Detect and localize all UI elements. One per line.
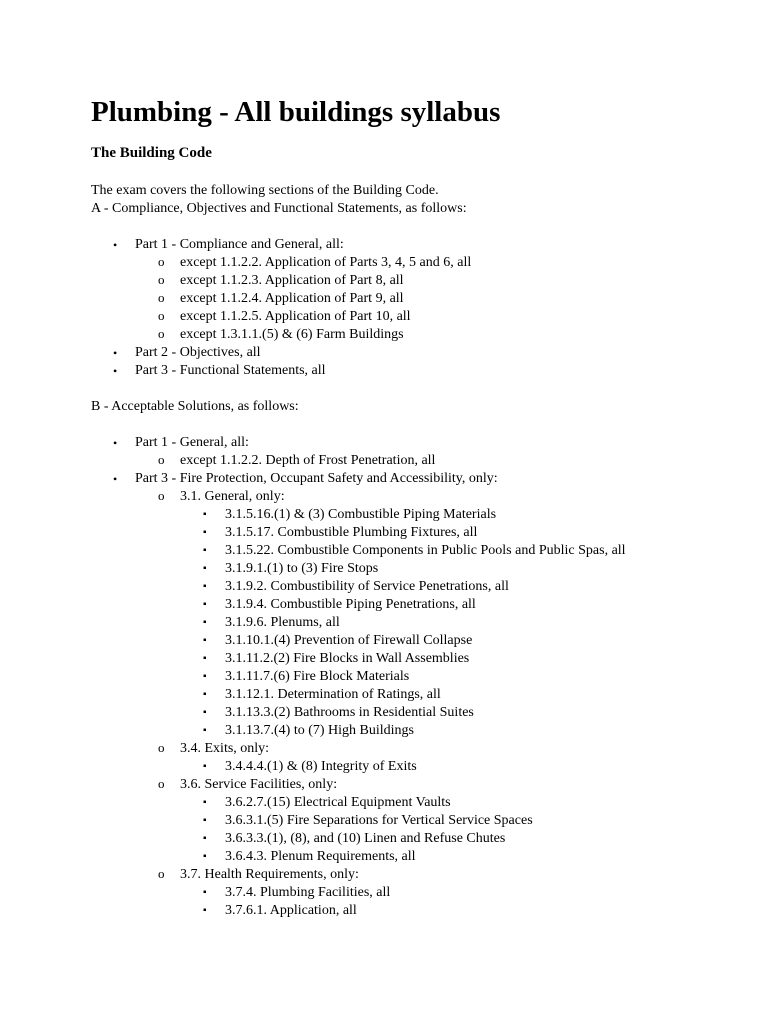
bullet-marker: ▪ [203,851,207,862]
list-item-label: Part 1 - Compliance and General, all: [135,237,344,252]
bullet-marker: o [158,866,165,881]
bullet-marker: • [113,238,118,252]
section-a-list [91,236,751,380]
bullet-marker: ▪ [203,689,207,700]
list-item-label: except 1.1.2.2. Application of Parts 3, 4, 5 and 6, all [180,255,472,270]
list-item-label: 3.6.3.3.(1), (8), and (10) Linen and Refuse Chutes [225,831,506,846]
bullet-marker: ▪ [203,545,207,556]
list-item-label: 3.1.11.2.(2) Fire Blocks in Wall Assemblies [225,651,470,666]
list-item [91,362,751,380]
bullet-marker: o [158,290,165,305]
bullet-marker: ▪ [203,707,207,718]
page-title: Plumbing - All buildings syllabus [91,96,501,128]
list-item [180,812,751,830]
list-item [135,776,751,866]
section-heading-building-code: The Building Code [91,145,212,161]
bullet-marker: ▪ [203,887,207,898]
list-item-label: 3.1.9.1.(1) to (3) Fire Stops [225,561,379,576]
bullet-marker: o [158,488,165,503]
nested-list [135,488,751,920]
bullet-marker: ▪ [203,797,207,808]
bullet-marker: ▪ [203,635,207,646]
nested-list [135,254,751,344]
list-item [180,884,751,902]
bullet-marker: • [113,346,118,360]
bullet-marker: ▪ [203,617,207,628]
list-item-label: 3.1.9.4. Combustible Piping Penetrations, all [225,597,476,612]
list-item-label: 3.1.12.1. Determination of Ratings, all [225,687,441,702]
bullet-marker: • [113,364,118,378]
list-item [180,560,751,578]
list-item-label: 3.6. Service Facilities, only: [180,777,338,792]
list-item-label: except 1.1.2.2. Depth of Frost Penetration, all [180,453,436,468]
list-item [180,524,751,542]
list-item-label: Part 2 - Objectives, all [135,345,261,360]
list-item [91,470,751,920]
bullet-marker: o [158,452,165,467]
bullet-marker: ▪ [203,653,207,664]
bullet-marker: ▪ [203,815,207,826]
list-item [180,578,751,596]
bullet-marker: ▪ [203,563,207,574]
list-item [180,704,751,722]
document-page [91,94,751,920]
list-item-label: 3.4. Exits, only: [180,741,270,756]
bullet-marker: ▪ [203,527,207,538]
section-a-heading: A - Compliance, Objectives and Functional Statements, as follows: [91,201,467,216]
list-item [180,902,751,920]
list-item-label: 3.4.4.4.(1) & (8) Integrity of Exits [225,759,417,774]
list-item [135,254,751,272]
list-item [180,614,751,632]
list-item [180,758,751,776]
list-item [91,344,751,362]
bullet-marker: ▪ [203,905,207,916]
list-item-label: 3.1.13.7.(4) to (7) High Buildings [225,723,414,738]
list-item [180,650,751,668]
bullet-marker: ▪ [203,599,207,610]
bullet-marker: ▪ [203,833,207,844]
bullet-marker: o [158,254,165,269]
list-item [91,236,751,344]
list-item [180,632,751,650]
list-item-label: except 1.3.1.1.(5) & (6) Farm Buildings [180,327,404,342]
list-item-label: 3.6.3.1.(5) Fire Separations for Vertical Service Spaces [225,813,533,828]
bullet-marker: ▪ [203,581,207,592]
list-item [135,290,751,308]
bullet-marker: o [158,308,165,323]
bullet-marker: ▪ [203,725,207,736]
list-item [180,506,751,524]
list-item [135,452,751,470]
list-item-label: except 1.1.2.3. Application of Part 8, all [180,273,404,288]
bullet-marker: ▪ [203,761,207,772]
list-item-label: 3.1.9.6. Plenums, all [225,615,340,630]
list-item-label: 3.1.5.16.(1) & (3) Combustible Piping Materials [225,507,497,522]
bullet-marker: ▪ [203,671,207,682]
nested-list [180,506,751,740]
list-item-label: Part 3 - Functional Statements, all [135,363,326,378]
nested-list [180,794,751,866]
list-item-label: 3.1. General, only: [180,489,285,504]
list-item [180,686,751,704]
list-item-label: 3.6.2.7.(15) Electrical Equipment Vaults [225,795,451,810]
list-item-label: 3.7.4. Plumbing Facilities, all [225,885,391,900]
nested-list [135,452,751,470]
bullet-marker: ▪ [203,509,207,520]
list-item-label: 3.6.4.3. Plenum Requirements, all [225,849,416,864]
list-item [180,668,751,686]
list-item [180,830,751,848]
list-item-label: 3.7. Health Requirements, only: [180,867,359,882]
list-item [135,272,751,290]
section-b-list [91,434,751,920]
nested-list [180,884,751,920]
list-item [91,434,751,470]
list-item [135,326,751,344]
list-item [180,542,751,560]
list-item [135,308,751,326]
list-item [180,596,751,614]
bullet-marker: • [113,436,118,450]
list-item-label: 3.1.11.7.(6) Fire Block Materials [225,669,410,684]
list-item [180,722,751,740]
bullet-marker: o [158,740,165,755]
list-item [135,866,751,920]
list-item-label: except 1.1.2.4. Application of Part 9, all [180,291,404,306]
list-item [180,848,751,866]
list-item-label: 3.1.9.2. Combustibility of Service Penetrations, all [225,579,509,594]
list-item-label: 3.1.10.1.(4) Prevention of Firewall Collapse [225,633,473,648]
bullet-marker: o [158,776,165,791]
list-item [180,794,751,812]
nested-list [180,758,751,776]
list-item-label: except 1.1.2.5. Application of Part 10, all [180,309,411,324]
section-b-heading: B - Acceptable Solutions, as follows: [91,399,299,414]
list-item-label: Part 1 - General, all: [135,435,249,450]
list-item-label: 3.1.5.17. Combustible Plumbing Fixtures, all [225,525,478,540]
list-item-label: 3.1.5.22. Combustible Components in Public Pools and Public Spas, all [225,543,626,558]
list-item-label: 3.1.13.3.(2) Bathrooms in Residential Suites [225,705,474,720]
list-item [135,740,751,776]
bullet-marker: o [158,326,165,341]
intro-text: The exam covers the following sections of the Building Code. [91,183,439,198]
bullet-marker: • [113,472,118,486]
list-item [135,488,751,740]
bullet-marker: o [158,272,165,287]
list-item-label: 3.7.6.1. Application, all [225,903,357,918]
list-item-label: Part 3 - Fire Protection, Occupant Safety and Accessibility, only: [135,471,498,486]
